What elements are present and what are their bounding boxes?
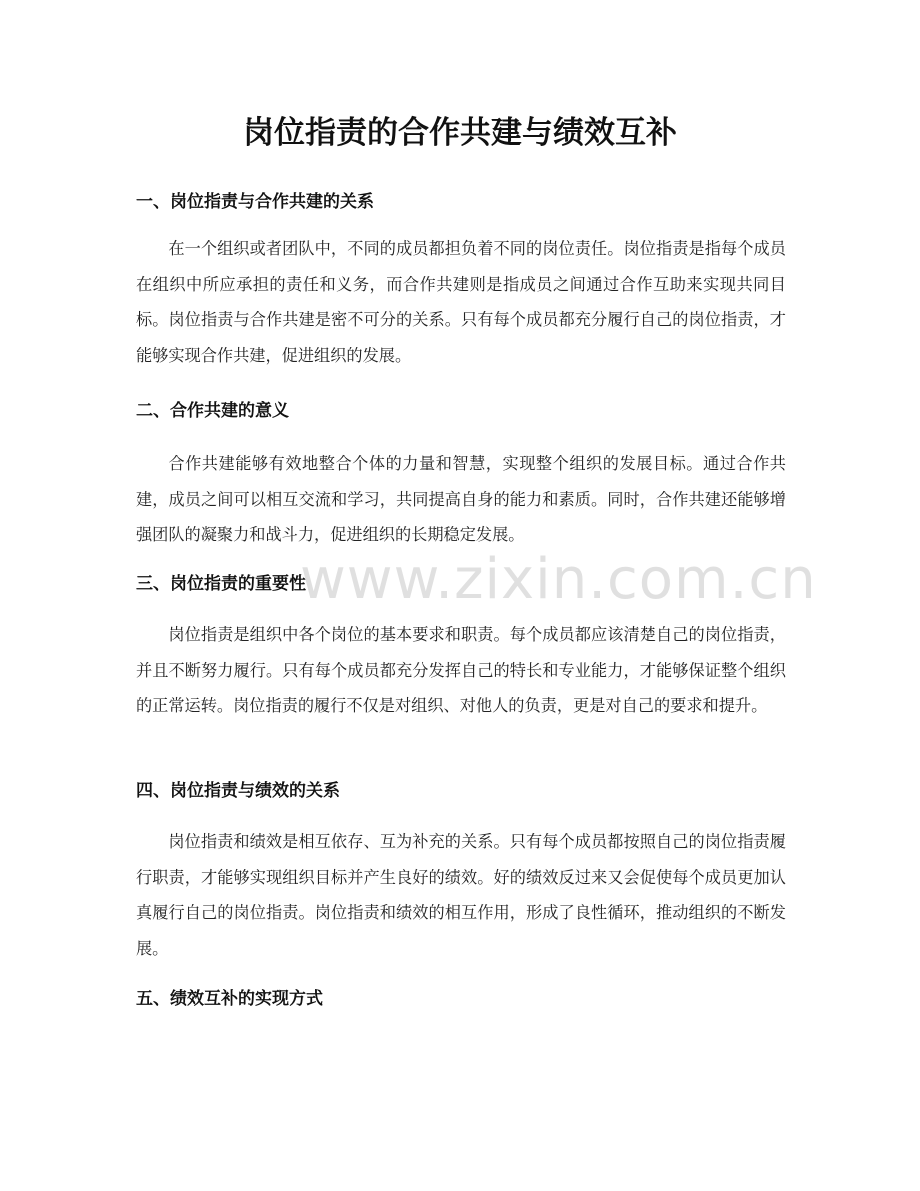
section-paragraph-4: 岗位指责和绩效是相互依存、互为补充的关系。只有每个成员都按照自己的岗位指责履行职责，才能够实现组织目标并产生良好的绩效。好的绩效反过来又会促使每个成员更加认真履行自己的岗位指责。岗位指责和绩效的相互作用，形成了良性循环，推动组织的不断发展。 — [136, 832, 786, 958]
section-heading-4: 四、岗位指责与绩效的关系 — [136, 781, 340, 801]
section-heading-5: 五、绩效互补的实现方式 — [136, 989, 323, 1009]
section-heading-2: 二、合作共建的意义 — [136, 401, 289, 421]
document-title: 岗位指责的合作共建与绩效互补 — [243, 115, 677, 151]
watermark: www.zixin.com.cn — [300, 547, 817, 612]
section-paragraph-2: 合作共建能够有效地整合个体的力量和智慧，实现整个组织的发展目标。通过合作共建，成员之间可以相互交流和学习，共同提高自身的能力和素质。同时，合作共建还能够增强团队的凝聚力和战斗力，促进组织的长期稳定发展。 — [136, 454, 786, 544]
section-paragraph-3: 岗位指责是组织中各个岗位的基本要求和职责。每个成员都应该清楚自己的岗位指责，并且不断努力履行。只有每个成员都充分发挥自己的特长和专业能力，才能够保证整个组织的正常运转。岗位指责的履行不仅是对组织、对他人的负责，更是对自己的要求和提升。 — [136, 625, 786, 715]
section-heading-1: 一、岗位指责与合作共建的关系 — [136, 192, 374, 212]
section-paragraph-1: 在一个组织或者团队中，不同的成员都担负着不同的岗位责任。岗位指责是指每个成员在组织中所应承担的责任和义务，而合作共建则是指成员之间通过合作互助来实现共同目标。岗位指责与合作共建是密不可分的关系。只有每个成员都充分履行自己的岗位指责，才能够实现合作共建，促进组织的发展。 — [136, 239, 786, 365]
section-heading-3: 三、岗位指责的重要性 — [136, 574, 306, 594]
